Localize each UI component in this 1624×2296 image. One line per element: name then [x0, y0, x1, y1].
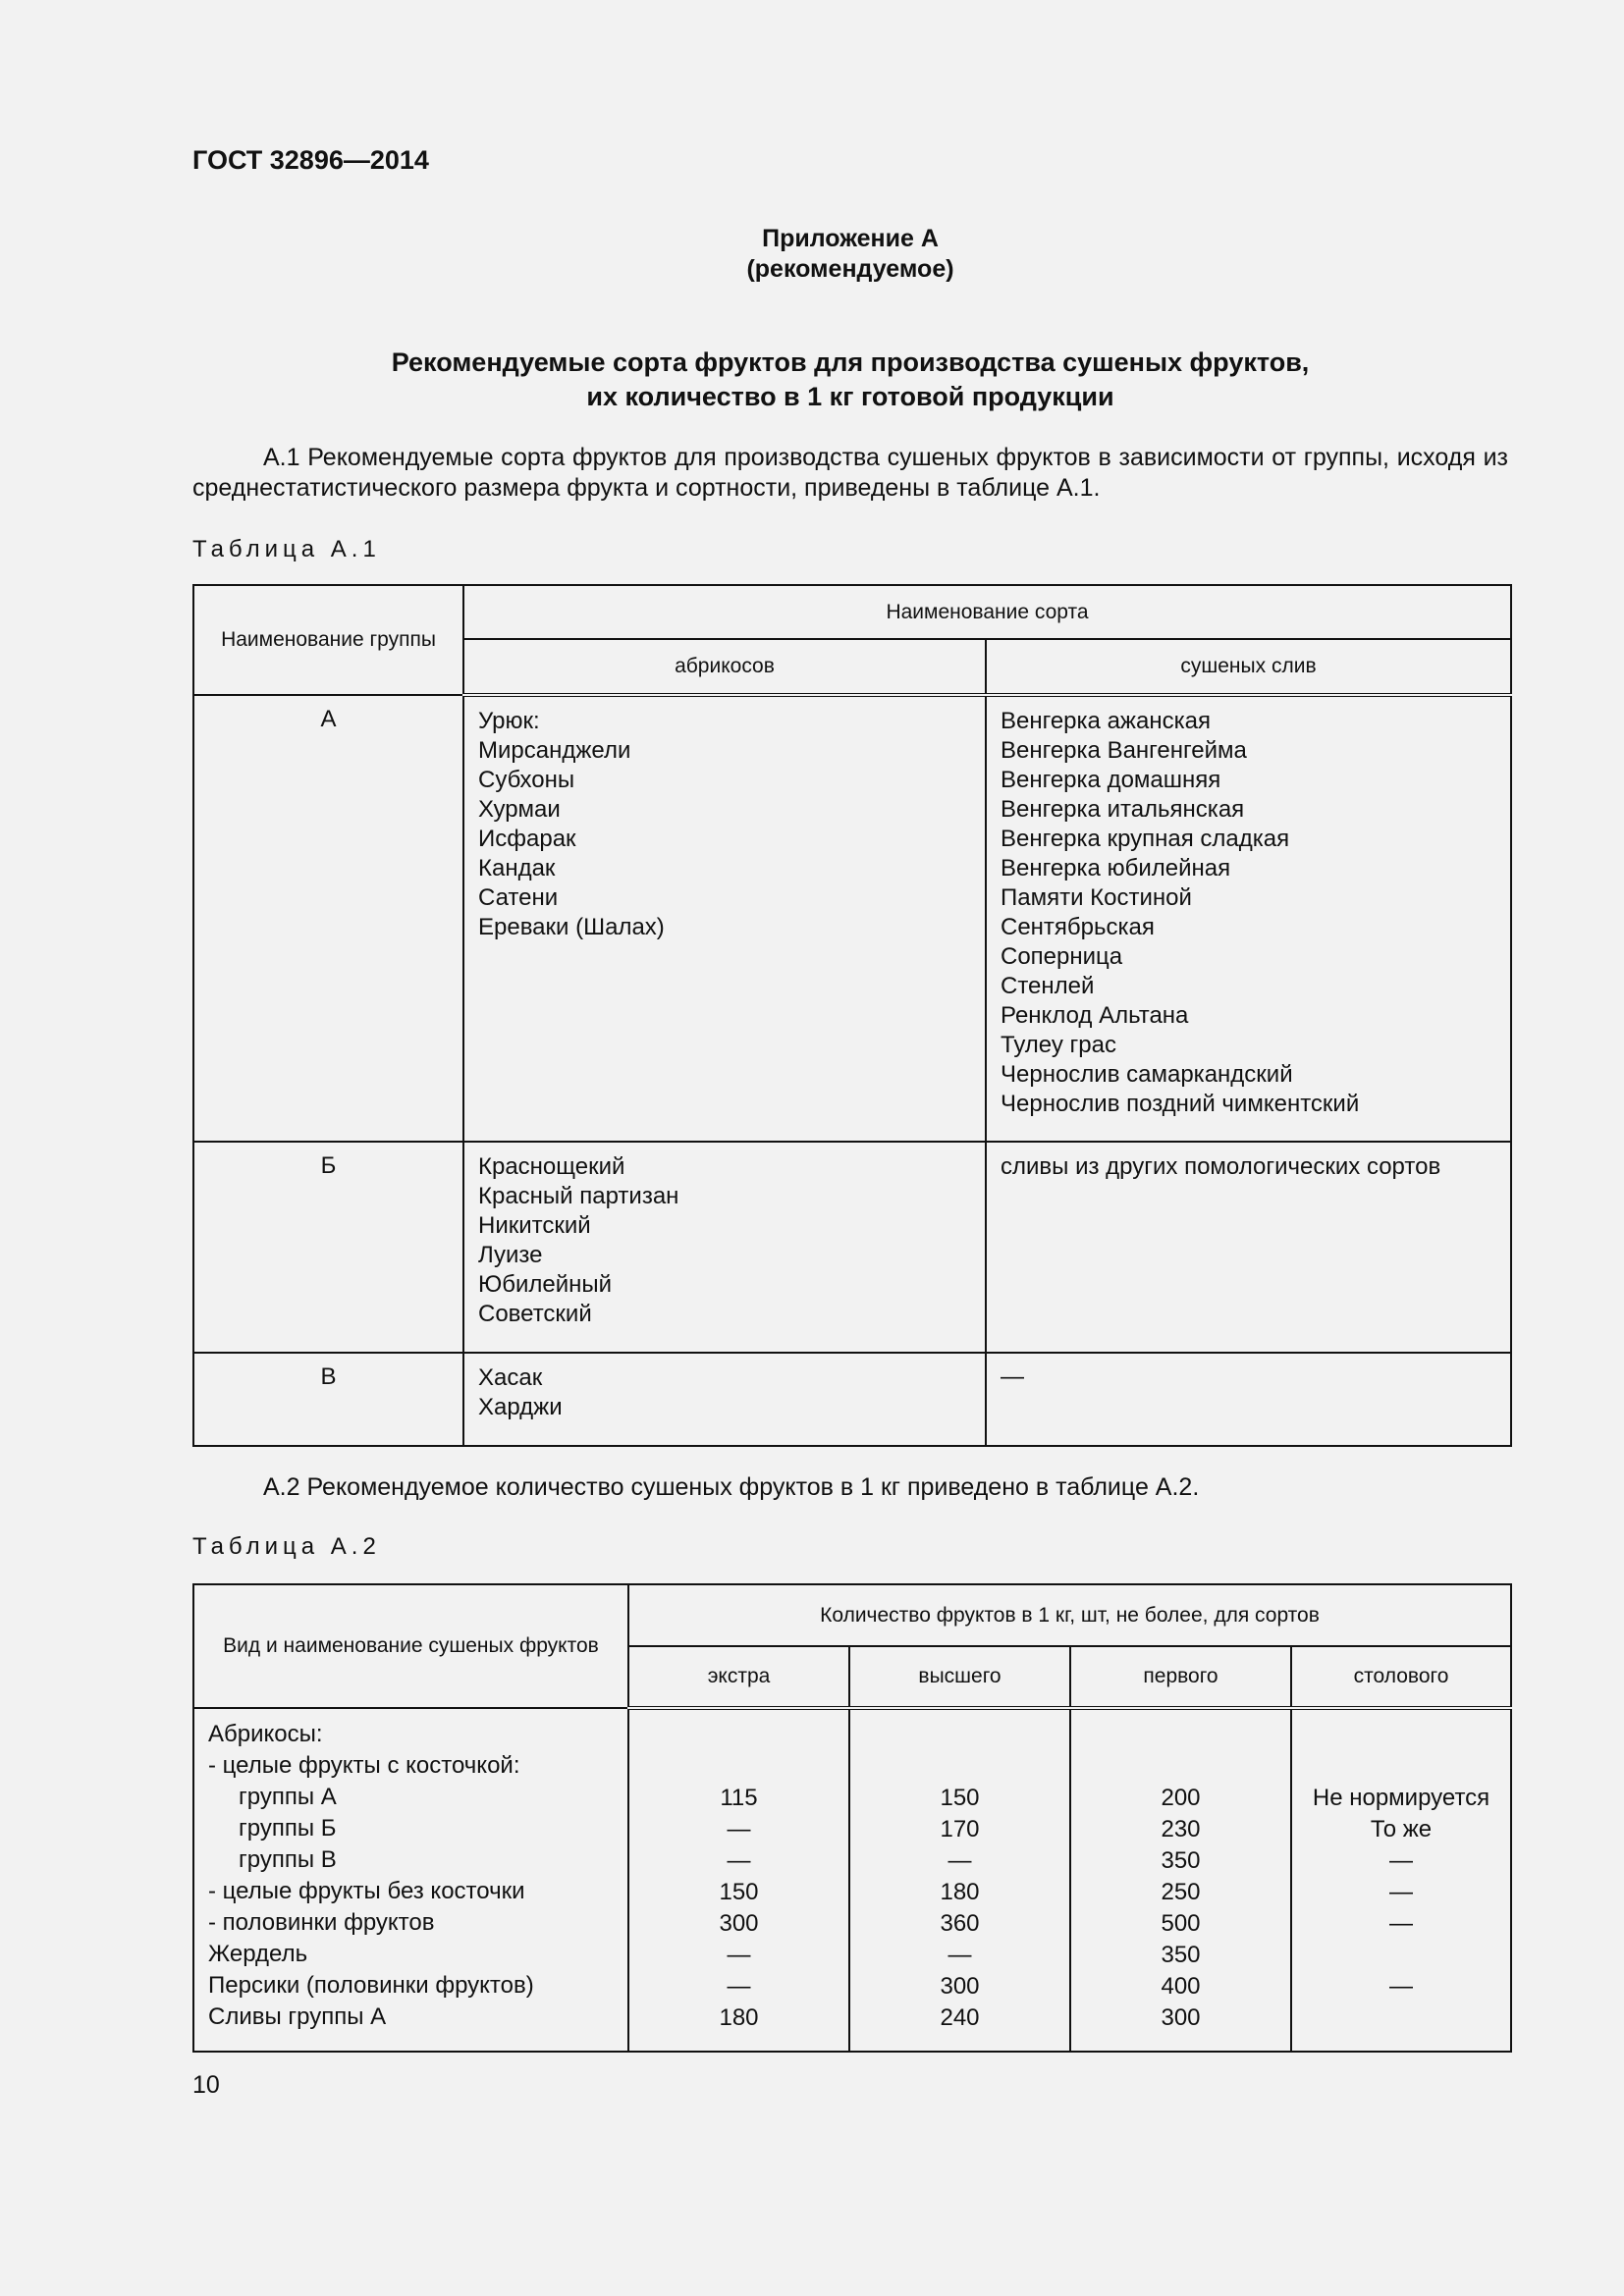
table-row-name: Персики (половинки фруктов) [208, 1972, 534, 1999]
table-cell: То же [1370, 1816, 1433, 1842]
table-cell: — [1389, 1973, 1414, 2000]
plum-varieties [986, 695, 1511, 1142]
variety-item: Хасак [478, 1364, 543, 1391]
table-cell [1292, 1940, 1510, 1971]
group-label: В [193, 1353, 463, 1446]
t2-header-table: столового [1291, 1646, 1511, 1708]
variety-item: Ренклод Альтана [1001, 1002, 1189, 1029]
variety-item: Красный партизан [478, 1183, 679, 1209]
table-cell: 240 [940, 2004, 980, 2031]
highest-column [849, 1708, 1070, 2052]
table-cell: 115 [720, 1785, 758, 1811]
variety-item: Хурмаи [478, 796, 561, 823]
table-row [193, 1142, 1511, 1353]
first-column [1070, 1708, 1291, 2052]
table-cell: 250 [1161, 1879, 1201, 1905]
table-cell [1292, 1751, 1510, 1783]
variety-item: Тулеу грас [1001, 1032, 1116, 1058]
variety-item: Венгерка Вангенгейма [1001, 737, 1247, 764]
table-cell: 150 [940, 1785, 980, 1811]
standard-number: ГОСТ 32896—2014 [192, 145, 429, 175]
extra-column [628, 1708, 849, 2052]
table-cell: 300 [940, 1973, 980, 2000]
variety-item: Сатени [478, 884, 559, 911]
table-cell: 300 [719, 1910, 759, 1937]
variety-item: Памяти Костиной [1001, 884, 1192, 911]
table-cell: — [1389, 1847, 1414, 1874]
table-cell [850, 1751, 1069, 1783]
table-cell: 400 [1161, 1973, 1201, 2000]
table-a2 [192, 1583, 1512, 2053]
variety-item: Соперница [1001, 943, 1123, 970]
t2-header-first: первого [1070, 1646, 1291, 1708]
table-body [193, 1708, 1511, 2052]
variety-item: Луизе [478, 1242, 543, 1268]
variety-item: Советский [478, 1301, 592, 1327]
variety-item: Урюк: [478, 708, 540, 734]
table-cell: 350 [1161, 1942, 1201, 1968]
table-cell [1071, 1720, 1290, 1751]
variety-item: Субхоны [478, 767, 575, 793]
table-a1 [192, 584, 1512, 1447]
table-cell: — [1389, 1879, 1414, 1905]
t1-header-apricots: абрикосов [463, 639, 986, 695]
table-row-name: Сливы группы А [208, 2003, 387, 2030]
variety-item: Венгерка домашняя [1001, 767, 1221, 793]
variety-item: сливы из других помологических сортов [1001, 1153, 1441, 1180]
apricot-varieties [463, 1353, 986, 1446]
t1-header-variety: Наименование сорта [463, 585, 1511, 639]
table-a1-caption: Таблица А.1 [192, 536, 381, 562]
table-cell: — [727, 1816, 751, 1842]
table-cell: 180 [940, 1879, 980, 1905]
variety-item: Венгерка крупная сладкая [1001, 826, 1290, 852]
table-cell [1292, 2002, 1510, 2034]
table-cell: 230 [1161, 1816, 1201, 1842]
table-cell: — [947, 1847, 972, 1874]
table-a2-caption: Таблица А.2 [192, 1533, 381, 1560]
table-cell [1071, 1751, 1290, 1783]
t2-header-highest: высшего [849, 1646, 1070, 1708]
variety-item: Кандак [478, 855, 556, 881]
variety-item: Чернослив поздний чимкентский [1001, 1091, 1360, 1117]
group-label: А [193, 695, 463, 1142]
table-cell: 180 [719, 2004, 759, 2031]
table-cell: Не нормируется [1312, 1785, 1490, 1811]
appendix-title: Приложение А [762, 225, 939, 252]
table-cell: 360 [940, 1910, 980, 1937]
table-row-name: - половинки фруктов [208, 1909, 435, 1936]
table-row [193, 695, 1511, 1142]
table-row [193, 1353, 1511, 1446]
plum-varieties [986, 1142, 1511, 1353]
section-title [192, 346, 1508, 414]
variety-item: Венгерка юбилейная [1001, 855, 1231, 881]
apricot-varieties [463, 695, 986, 1142]
section-title-line1: Рекомендуемые сорта фруктов для производства сушеных фруктов, [391, 347, 1310, 377]
appendix-heading [192, 224, 1508, 285]
table-row-name: группы Б [239, 1815, 337, 1842]
variety-item: Харджи [478, 1394, 563, 1420]
variety-item: Мирсанджели [478, 737, 631, 764]
table-row-name: - целые фрукты с косточкой: [208, 1752, 520, 1779]
table-row-name: группы А [239, 1784, 337, 1810]
t2-header-qty: Количество фруктов в 1 кг, шт, не более, для сортов [628, 1584, 1511, 1646]
table-cell: — [727, 1942, 751, 1968]
table-row-name: Жердель [208, 1941, 308, 1967]
table-cell [629, 1751, 848, 1783]
variety-item: Венгерка ажанская [1001, 708, 1211, 734]
variety-item: Краснощекий [478, 1153, 625, 1180]
variety-item: Исфарак [478, 826, 576, 852]
variety-item: Венгерка итальянская [1001, 796, 1245, 823]
variety-item: Юбилейный [478, 1271, 613, 1298]
group-label: Б [193, 1142, 463, 1353]
table-cell: 170 [940, 1816, 980, 1842]
table-row-name: Абрикосы: [208, 1721, 323, 1747]
t2-header-kind: Вид и наименование сушеных фруктов [193, 1584, 628, 1708]
apricot-varieties [463, 1142, 986, 1353]
variety-item: Стенлей [1001, 973, 1095, 999]
table-cell: 200 [1161, 1785, 1201, 1811]
table-cell [1292, 1720, 1510, 1751]
page-number: 10 [192, 2071, 220, 2099]
variety-item: Сентябрьская [1001, 914, 1155, 940]
table-cell: 150 [719, 1879, 759, 1905]
table-cell: — [727, 1847, 751, 1874]
paragraph-a2: А.2 Рекомендуемое количество сушеных фруктов в 1 кг приведено в таблице А.2. [263, 1473, 1200, 1501]
variety-item: Ереваки (Шалах) [478, 914, 665, 940]
table-cell: 350 [1161, 1847, 1201, 1874]
variety-item: Чернослив самаркандский [1001, 1061, 1293, 1088]
table-cell: — [1389, 1910, 1414, 1937]
table-cell: 300 [1161, 2004, 1201, 2031]
t1-header-group: Наименование группы [193, 585, 463, 695]
appendix-note: (рекомендуемое) [746, 255, 954, 283]
plum-varieties [986, 1353, 1511, 1446]
table-cell [850, 1720, 1069, 1751]
fruit-names-column [193, 1708, 628, 2052]
variety-item: Никитский [478, 1212, 591, 1239]
paragraph-a1: А.1 Рекомендуемые сорта фруктов для производства сушеных фруктов в зависимости от группы, исходя из среднестатистического размера фрукта и сортности, приведены в таблице А.1. [192, 444, 1508, 502]
table-cell: — [727, 1973, 751, 2000]
table-grade-column [1291, 1708, 1511, 2052]
section-title-line2: их количество в 1 кг готовой продукции [586, 382, 1114, 411]
t1-header-plums: сушеных слив [986, 639, 1511, 695]
table-cell: 500 [1161, 1910, 1201, 1937]
table-cell: — [947, 1942, 972, 1968]
t2-header-extra: экстра [628, 1646, 849, 1708]
table-row-name: - целые фрукты без косточки [208, 1878, 525, 1904]
table-row-name: группы В [239, 1846, 337, 1873]
variety-item: — [1001, 1363, 1024, 1390]
table-cell [629, 1720, 848, 1751]
